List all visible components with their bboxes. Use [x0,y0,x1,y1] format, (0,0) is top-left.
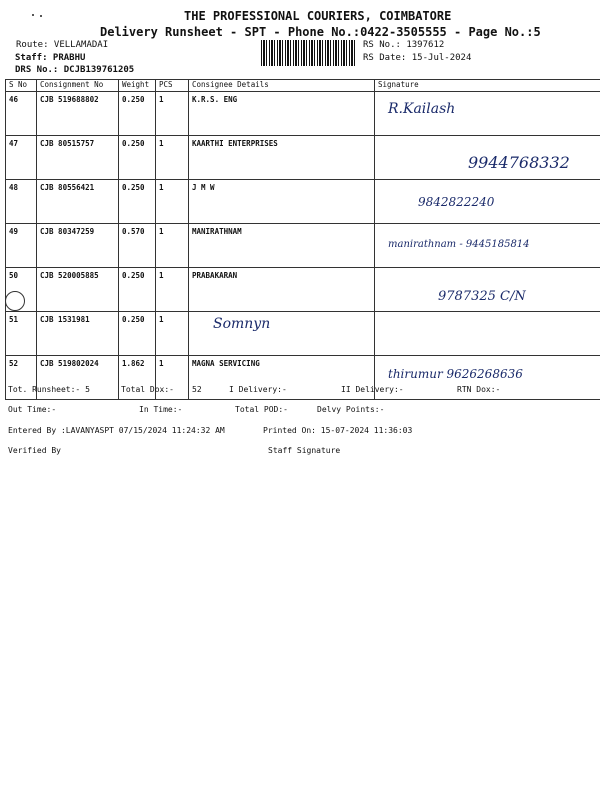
cell-sno: 49 [6,224,37,268]
cell-consignment: CJB 520005885 [37,268,119,312]
cell-consignee: MAGNA SERVICING [189,356,375,400]
cell-consignment: CJB 80556421 [37,180,119,224]
runsheet-title: Delivery Runsheet - SPT - Phone No.:0422-3505555 - Page No.:5 [100,25,541,39]
cell-consignee: MANIRATHNAM [189,224,375,268]
table-row [6,356,600,400]
cell-consignee: K.R.S. ENG [189,92,375,136]
col-header-pcs: PCS [156,80,189,92]
cell-pcs: 1 [156,312,189,356]
table-header-row [6,80,600,92]
signature-text: thirumur 9626268636 [388,367,523,381]
cell-consignee: J M W [189,180,375,224]
signature-text: manirathnam - 9445185814 [388,239,530,250]
printed-on: Printed On: 15-07-2024 11:36:03 [263,426,413,435]
table-row [6,312,600,356]
cell-sno: 52 [6,356,37,400]
cell-consignment: CJB 1531981 [37,312,119,356]
stray-mark [40,15,42,17]
signature-text: 9787325 C/N [438,289,526,304]
signature [375,268,600,312]
signature-text: 9944768332 [468,153,570,172]
cell-weight: 0.250 [119,136,156,180]
signature [375,180,600,224]
verified-by: Verified By [8,446,61,455]
delvy-points: Delvy Points:- [317,405,385,414]
entered-by: Entered By :LAVANYASPT 07/15/2024 11:24:32 AM [8,426,225,435]
cell-weight: 0.250 [119,268,156,312]
cell-weight: 0.250 [119,180,156,224]
i-delivery: I Delivery:- [229,385,287,394]
tot-runsheet: Tot. Runsheet:- 5 [8,385,90,394]
drs-number: DRS No.: DCJB139761205 [15,65,135,75]
staff-label: Staff: PRABHU [15,53,86,63]
circle-mark [5,291,25,311]
table-row [6,136,600,180]
table-row [6,224,600,268]
col-header-consignment: Consignment No [37,80,119,92]
cell-weight: 0.570 [119,224,156,268]
runsheet-table [5,79,600,400]
route-label: Route: VELLAMADAI [16,40,109,50]
col-header-consignee: Consignee Details [189,80,375,92]
rs-number: RS No.: 1397612 [363,40,445,50]
company-title: THE PROFESSIONAL COURIERS, COIMBATORE [184,9,452,23]
barcode [261,40,356,66]
cell-pcs: 1 [156,92,189,136]
cell-sno: 51 [6,312,37,356]
total-dox-label: Total Dox:- [121,385,174,394]
cell-consignee: PRABAKARAN [189,268,375,312]
cell-sno: 48 [6,180,37,224]
col-header-signature: Signature [375,80,600,92]
rtn-dox: RTN Dox:- [457,385,501,394]
cell-pcs: 1 [156,268,189,312]
signature [375,224,600,268]
in-time: In Time:- [139,405,183,414]
signature [375,136,600,180]
handwritten-signature: Somnyn [213,316,271,332]
cell-sno: 46 [6,92,37,136]
cell-pcs: 1 [156,136,189,180]
cell-consignment: CJB 519802024 [37,356,119,400]
total-pod: Total POD:- [235,405,288,414]
ii-delivery: II Delivery:- [341,385,404,394]
table-row [6,92,600,136]
signature [375,92,600,136]
table-row [6,268,600,312]
cell-pcs: 1 [156,356,189,400]
cell-pcs: 1 [156,224,189,268]
signature [375,312,600,356]
cell-consignment: CJB 519688802 [37,92,119,136]
rs-date: RS Date: 15-Jul-2024 [363,53,472,63]
col-header-sno: S No [6,80,37,92]
cell-consignment: CJB 80515757 [37,136,119,180]
cell-pcs: 1 [156,180,189,224]
signature-text: 9842822240 [418,195,495,209]
table-row [6,180,600,224]
cell-weight: 1.862 [119,356,156,400]
total-dox-value: 52 [192,385,202,394]
cell-weight: 0.250 [119,92,156,136]
signature-text: R.Kailash [388,101,456,117]
col-header-weight: Weight [119,80,156,92]
cell-consignment: CJB 80347259 [37,224,119,268]
cell-sno: 50 [6,268,37,312]
staff-signature-label: Staff Signature [268,446,341,455]
out-time: Out Time:- [8,405,57,414]
cell-weight: 0.250 [119,312,156,356]
cell-consignee: KAARTHI ENTERPRISES [189,136,375,180]
stray-mark [32,14,34,16]
cell-sno: 47 [6,136,37,180]
